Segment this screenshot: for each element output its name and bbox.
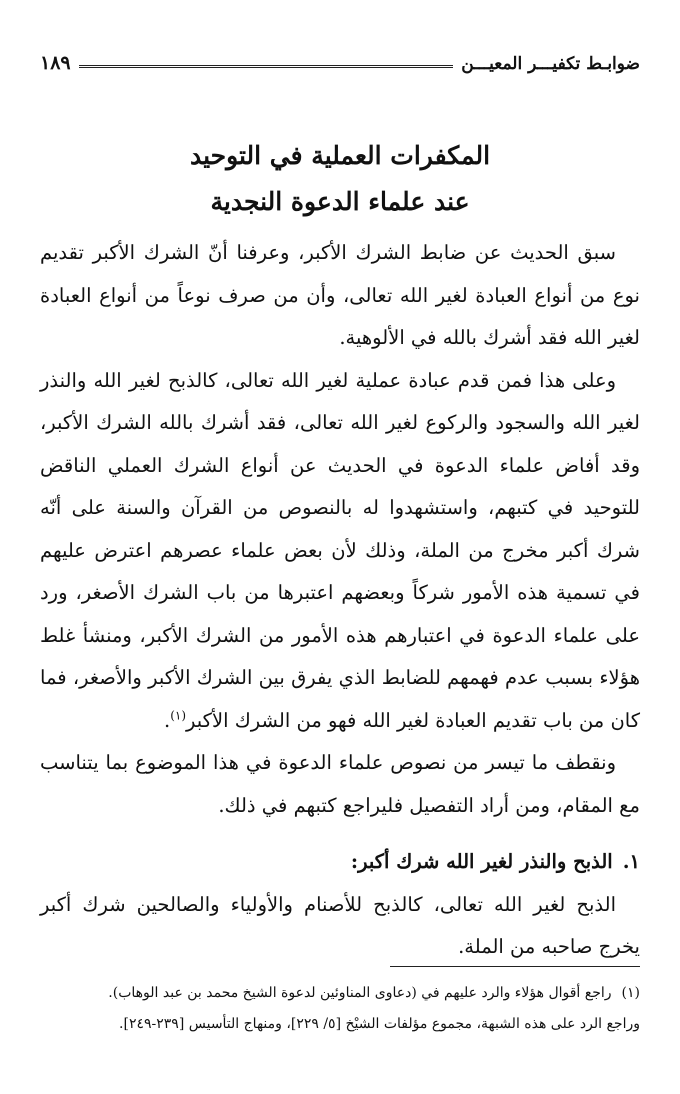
body-text (40, 232, 640, 969)
section-paragraph: الذبح لغير الله تعالى، كالذبح للأصنام والأولياء والصالحين شرك أكبر يخرج صاحبه من الملة. (40, 892, 640, 958)
header-rule (79, 65, 454, 68)
footnote-text: راجع أقوال هؤلاء والرد عليهم في (دعاوى المناوئين لدعوة الشيخ محمد بن عبد الوهاب). (108, 985, 612, 1001)
paragraph: سبق الحديث عن ضابط الشرك الأكبر، وعرفنا أنّ الشرك الأكبر تقديم نوع من أنواع العبادة لغير الله تعالى، وأن من صرف نوعاً من أنواع العبادة لغير الله فقد أشرك بالله في الألوهية. (40, 241, 640, 349)
section-heading-text: الذبح والنذر لغير الله شرك أكبر: (350, 850, 613, 873)
footnote-reference[interactable]: (١) (170, 708, 187, 722)
paragraph-text: وعلى هذا فمن قدم عبادة عملية لغير الله تعالى، كالذبح لغير الله والنذر لغير الله والسجود والركوع لغير الله تعالى، فقد أشرك بالله الشرك الأكبر، وقد أفاض علماء الدعوة في الحديث عن أنواع الشرك العملي الناقض للتوحيد في كتبهم، واستشهدوا له بالنصوص من القرآن والسنة على أنّه شرك أكبر مخرج من الملة، وذلك لأن بعض علماء عصرهم اعترض عليهم في تسمية هذه الأمور شركاً وبعضهم اعتبرها من باب الشرك الأصغر، ورد على علماء الدعوة في اعتبارهم هذه الأمور من الشرك الأكبر، ومنشأ غلط هؤلاء بسبب عدم فهمهم للضابط الذي يفرق بين الشرك الأكبر والأصغر، فما كان من باب تقديم العبادة لغير الله فهو من الشرك الأكبر (40, 368, 640, 732)
running-header (40, 44, 640, 74)
footnote-item (40, 978, 640, 1009)
footnote-separator (390, 966, 640, 967)
section-number: ١. (622, 850, 640, 873)
paragraph (40, 360, 640, 743)
chapter-title-line-2: عند علماء الدعوة النجدية (210, 187, 470, 216)
paragraph: ونقطف ما تيسر من نصوص علماء الدعوة في هذا الموضوع بما يتناسب مع المقام، ومن أراد التفصيل فليراجع كتبهم في ذلك. (40, 751, 640, 817)
page-number: ١٨٩ (40, 52, 71, 74)
footnotes (40, 978, 640, 1040)
footnote-item-continued: وراجع الرد على هذه الشبهة، مجموع مؤلفات الشيْخ [٥/ ٢٢٩]، ومنهاج التأسيس [٢٣٩-٢٤٩]. (119, 1016, 640, 1032)
book-title: ضوابـط تكفيـــر المعيـــن (461, 54, 640, 74)
paragraph-end: . (164, 708, 171, 732)
chapter-title (40, 133, 640, 225)
chapter-title-line-1: المكفرات العملية في التوحيد (189, 141, 491, 170)
section-heading (40, 841, 640, 884)
footnote-number: (١) (621, 985, 640, 1001)
